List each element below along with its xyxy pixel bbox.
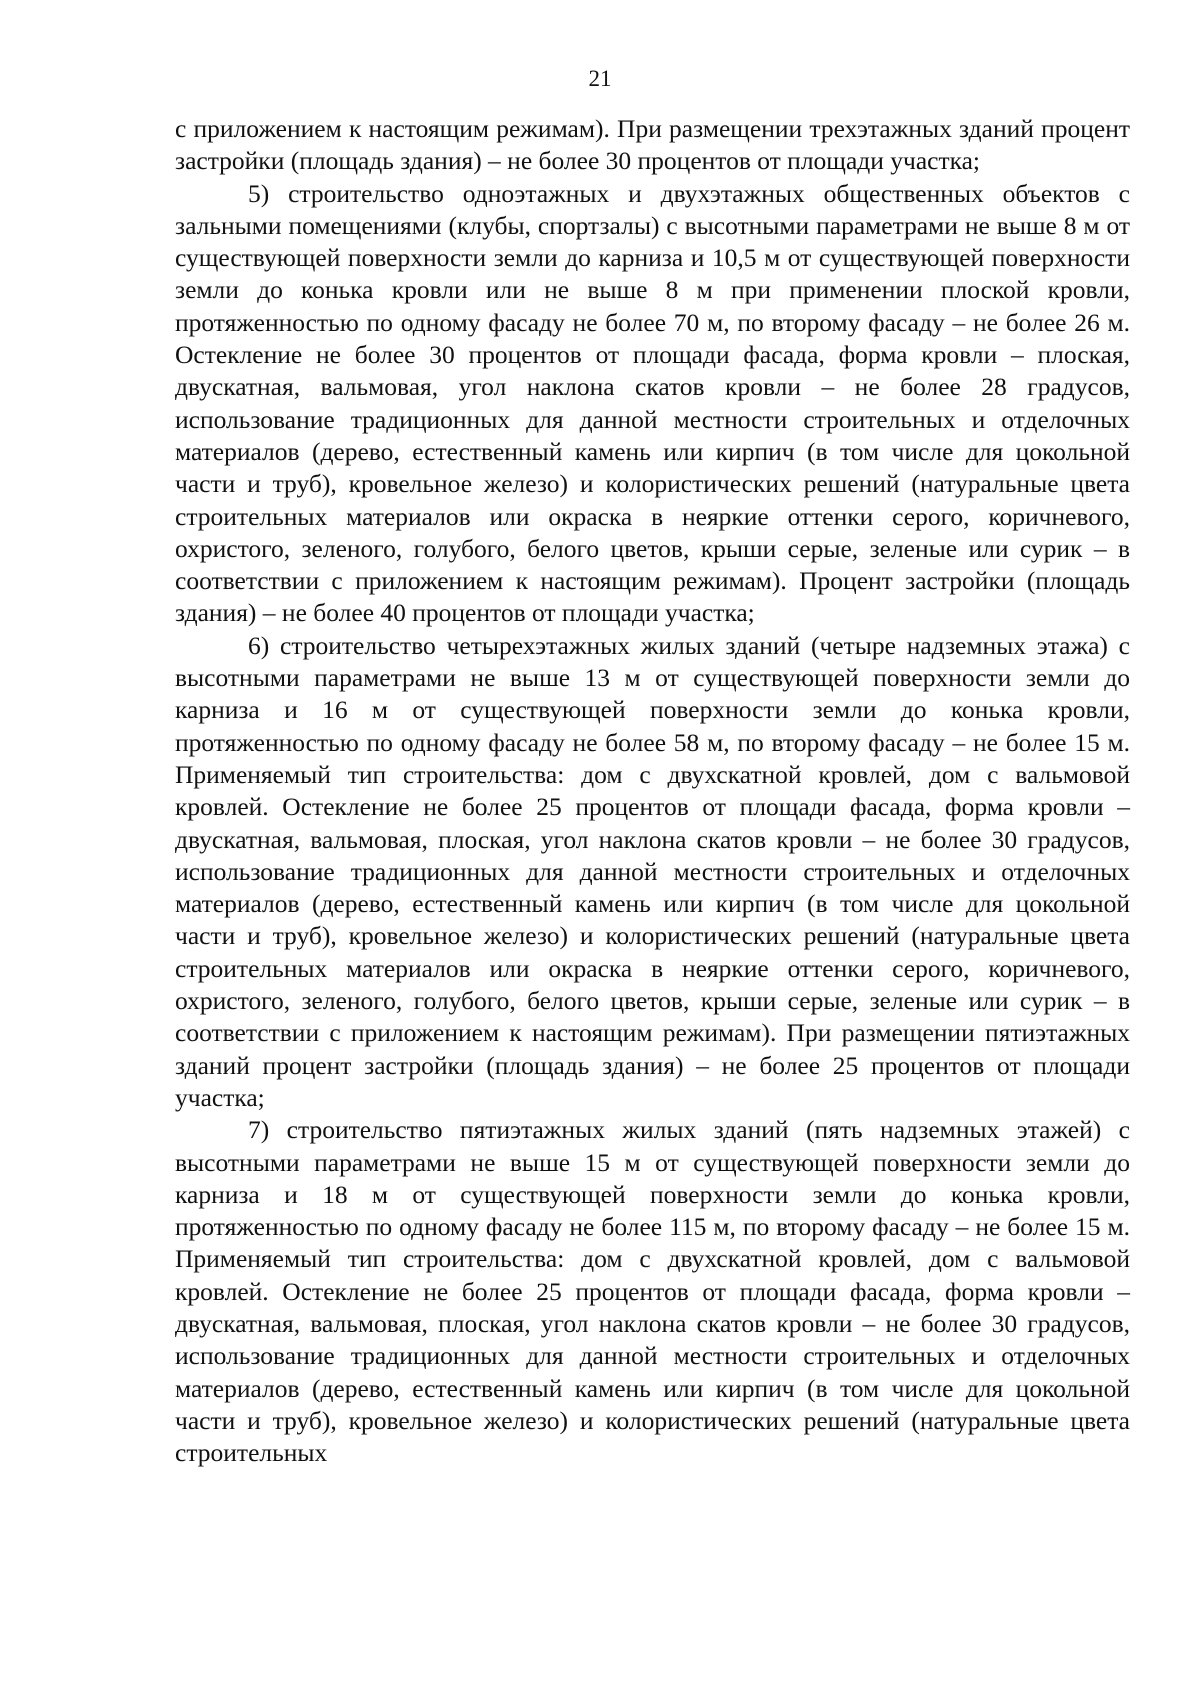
- paragraph-continuation: с приложением к настоящим режимам). При размещении трехэтажных зданий процент застройки (площадь здания) – не более 30 процентов от площади участка;: [175, 114, 1130, 176]
- page-number: 21: [588, 66, 612, 91]
- paragraph-item-5: 5) строительство одноэтажных и двухэтажных общественных объектов с зальными помещениями (клубы, спортзалы) с высотными параметрами не выше 8 м от существующей поверхности земли до карниза и 10,5 м от существующей поверхности земли до конька кровли или не выше 8 м при применении плоской кровли, протяженностью по одному фасаду не более 70 м, по второму фасаду – не более 26 м. Остекление не более 30 процентов от площади фасада, форма кровли – плоская, двускатная, вальмовая, угол наклона скатов кровли – не более 28 градусов, использование традиционных для данной местности строительных и отделочных материалов (дерево, естественный камень или кирпич (в том числе для цокольной части и труб), кровельное железо) и колористических решений (натуральные цвета строительных материалов или окраска в неяркие оттенки серого, коричневого, охристого, зеленого, голубого, белого цветов, крыши серые, зеленые или сурик – в соответствии с приложением к настоящим режимам). Процент застройки (площадь здания) – не более 40 процентов от площади участка;: [175, 178, 1130, 628]
- paragraph-item-7: 7) строительство пятиэтажных жилых зданий (пять надземных этажей) с высотными параметрами не выше 15 м от существующей поверхности земли до карниза и 18 м от существующей поверхности земли до конька кровли, протяженностью по одному фасаду не более 115 м, по второму фасаду – не более 15 м. Применяемый тип строительства: дом с двухскатной кровлей, дом с вальмовой кровлей. Остекление не более 25 процентов от площади фасада, форма кровли – двускатная, вальмовая, плоская, угол наклона скатов кровли – не более 30 градусов, использование традиционных для данной местности строительных и отделочных материалов (дерево, естественный камень или кирпич (в том числе для цокольной части и труб), кровельное железо) и колористических решений (натуральные цвета строительных: [175, 1115, 1130, 1468]
- paragraph-item-6: 6) строительство четырехэтажных жилых зданий (четыре надземных этажа) с высотными параметрами не выше 13 м от существующей поверхности земли до карниза и 16 м от существующей поверхности земли до конька кровли, протяженностью по одному фасаду не более 58 м, по второму фасаду – не более 15 м. Применяемый тип строительства: дом с двухскатной кровлей, дом с вальмовой кровлей. Остекление не более 25 процентов от площади фасада, форма кровли – двускатная, вальмовая, плоская, угол наклона скатов кровли – не более 30 градусов, использование традиционных для данной местности строительных и отделочных материалов (дерево, естественный камень или кирпич (в том числе для цокольной части и труб), кровельное железо) и колористических решений (натуральные цвета строительных материалов или окраска в неяркие оттенки серого, коричневого, охристого, зеленого, голубого, белого цветов, крыши серые, зеленые или сурик – в соответствии с приложением к настоящим режимам). При размещении пятиэтажных зданий процент застройки (площадь здания) – не более 25 процентов от площади участка;: [175, 630, 1130, 1112]
- document-body: [175, 113, 1130, 1469]
